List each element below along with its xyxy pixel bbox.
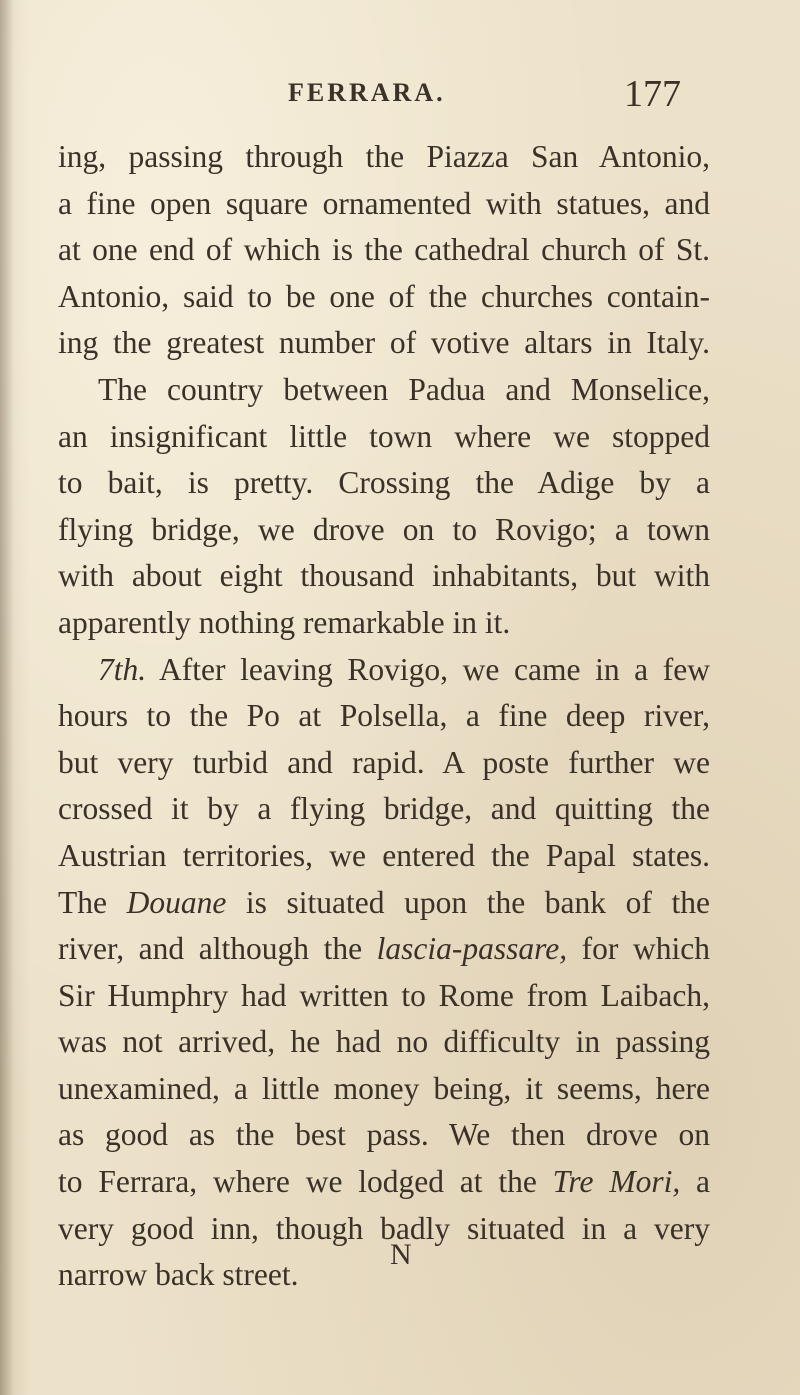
text-line: to bait, is pretty. Crossing the Adige by a [58, 465, 710, 501]
text-line: unexamined, a little money being, it seems, here [58, 1070, 710, 1106]
date-italic: 7th. [98, 651, 147, 687]
paragraph-start-line: The country between Padua and Monselice, [98, 371, 710, 407]
text-line: a fine open square ornamented with statues, and [58, 185, 710, 221]
running-head-title: FERRARA. [288, 78, 446, 107]
italic-term: lascia-passare, [376, 931, 568, 967]
text-line: hours to the Po at Polsella, a fine deep river, [58, 698, 710, 734]
text-line: to Ferrara, where we lodged at the Tre Mori, a [58, 1164, 711, 1200]
paragraph-end-line: apparently nothing remarkable in it. [58, 604, 511, 640]
page-gutter-shadow [0, 0, 14, 1395]
text-line: ing the greatest number of votive altars in Italy. [58, 325, 710, 361]
page-number: 177 [624, 73, 681, 115]
text-line: ing, passing through the Piazza San Antonio, [58, 139, 710, 174]
text-line: as good as the best pass. We then drove on [58, 1117, 710, 1153]
paragraph-start-line: 7th. After leaving Rovigo, we came in a few [98, 651, 710, 687]
italic-term: Tre Mori, [552, 1164, 681, 1200]
italic-term: Douane [126, 884, 227, 920]
text-line: with about eight thousand inhabitants, but with [58, 558, 710, 594]
text-line: was not arrived, he had no difficulty in passing [58, 1024, 710, 1060]
text-line: Austrian territories, we entered the Papal states. [58, 837, 710, 873]
text-line: flying bridge, we drove on to Rovigo; a town [58, 511, 710, 547]
signature-mark: N [390, 1238, 412, 1271]
text-line: but very turbid and rapid. A poste further we [58, 744, 710, 780]
text-line: crossed it by a flying bridge, and quitting the [58, 791, 710, 827]
text-line: Antonio, said to be one of the churches contain- [58, 278, 710, 314]
text-line: Sir Humphry had written to Rome from Laibach, [58, 977, 710, 1013]
text-line: at one end of which is the cathedral church of St. [58, 232, 710, 268]
text-line: an insignificant little town where we stopped [58, 418, 710, 454]
body-text [58, 134, 710, 1299]
text-line: The Douane is situated upon the bank of the [58, 884, 710, 920]
paragraph-end-line: narrow back street. [58, 1257, 299, 1293]
text-line: very good inn, though badly situated in a very [58, 1210, 710, 1246]
text-line: river, and although the lascia-passare, for which [58, 931, 710, 967]
running-head [0, 73, 800, 118]
